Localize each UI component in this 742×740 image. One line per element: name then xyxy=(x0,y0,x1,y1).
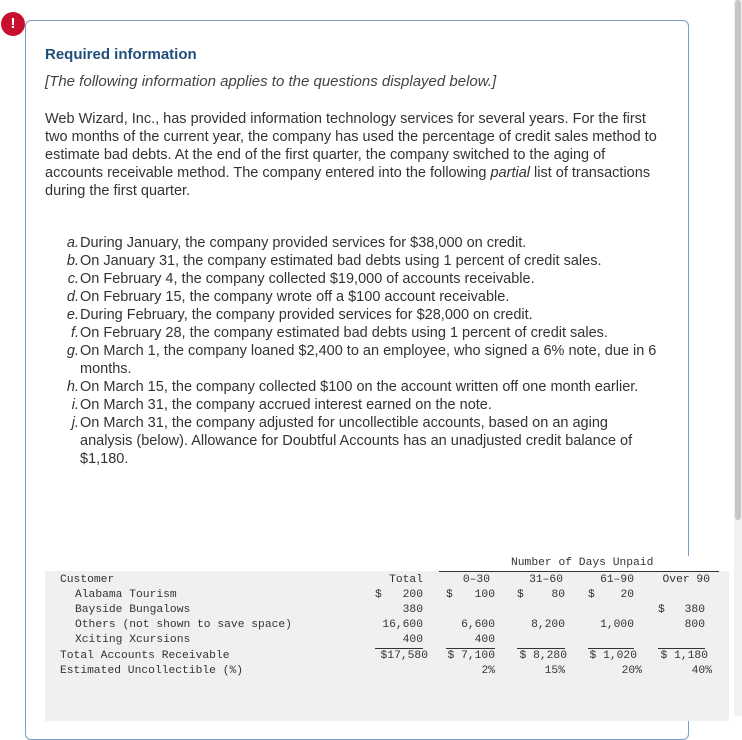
scrollbar[interactable] xyxy=(734,0,742,716)
transaction-text: On March 15, the company collected $100 on the account written off one month earlier. xyxy=(80,379,639,395)
col-0-30: 0–30 xyxy=(462,574,490,586)
cell-0-30: 100 xyxy=(474,589,495,601)
total-rule xyxy=(446,648,495,649)
cell-total: 16,600 xyxy=(382,619,423,631)
estimate-31-60: 15% xyxy=(544,665,565,677)
transaction-label: i. xyxy=(71,397,79,413)
estimates-label: Estimated Uncollectible (%) xyxy=(60,665,244,677)
total-rule xyxy=(375,648,423,649)
transaction-item xyxy=(62,252,662,270)
row-name: Others (not shown to save space) xyxy=(75,619,292,631)
cell-31-60: 80 xyxy=(551,589,565,601)
cell-0-30: 6,600 xyxy=(461,619,495,631)
transaction-label: e. xyxy=(66,307,79,323)
dollar-sign: $ xyxy=(517,589,524,601)
alert-icon: ! xyxy=(1,12,25,36)
row-name: Bayside Bungalows xyxy=(75,604,191,616)
col-customer: Customer xyxy=(60,574,115,586)
transaction-text: On February 15, the company wrote off a $100 account receivable. xyxy=(80,289,510,305)
row-name: Alabama Tourism xyxy=(75,589,177,601)
transaction-item xyxy=(62,288,662,306)
estimate-61-90: 20% xyxy=(621,665,642,677)
intro-paragraph xyxy=(45,110,660,200)
cell-61-90: 20 xyxy=(620,589,634,601)
section-title: Required information xyxy=(45,46,197,63)
transaction-label: g. xyxy=(66,343,79,359)
cell-total: 380 xyxy=(402,604,423,616)
transaction-label: h. xyxy=(66,379,79,395)
transaction-text: During January, the company provided services for $38,000 on credit. xyxy=(80,235,527,251)
days-unpaid-header: Number of Days Unpaid xyxy=(511,557,654,569)
transaction-item xyxy=(62,378,662,396)
total-31-60: $ 8,280 xyxy=(519,650,567,662)
transaction-item xyxy=(62,324,662,342)
section-subtitle: [The following information applies to the questions displayed below.] xyxy=(45,73,497,90)
transaction-text: On March 31, the company adjusted for uncollectible accounts, based on an aging analysis (below). Allowance for Doubtful Accounts has an unadjusted credit balance of $1,180. xyxy=(80,415,633,467)
cell-total: 400 xyxy=(402,634,423,646)
group-header-rule xyxy=(439,571,719,572)
transaction-label: a. xyxy=(66,235,79,251)
transaction-label: c. xyxy=(67,271,79,287)
dollar-sign: $ xyxy=(446,589,453,601)
transaction-text: On March 31, the company accrued interest earned on the note. xyxy=(80,397,492,413)
total-total: $17,580 xyxy=(380,650,428,662)
cell-over-90: 380 xyxy=(684,604,705,616)
transaction-item xyxy=(62,234,662,252)
transaction-item xyxy=(62,396,662,414)
cell-total: 200 xyxy=(402,589,423,601)
transaction-label: b. xyxy=(66,253,79,269)
transaction-label: j. xyxy=(71,415,79,431)
transaction-text: On January 31, the company estimated bad debts using 1 percent of credit sales. xyxy=(80,253,602,269)
aging-table xyxy=(45,556,729,716)
total-rule xyxy=(658,648,705,649)
transaction-list xyxy=(62,234,662,468)
total-61-90: $ 1,020 xyxy=(589,650,637,662)
transaction-label: d. xyxy=(66,289,79,305)
intro-emphasis: partial xyxy=(490,165,530,181)
cell-0-30: 400 xyxy=(474,634,495,646)
total-0-30: $ 7,100 xyxy=(447,650,495,662)
transaction-item xyxy=(62,270,662,288)
transaction-item xyxy=(62,414,662,468)
total-over-90: $ 1,180 xyxy=(660,650,708,662)
scrollbar-thumb[interactable] xyxy=(735,0,741,520)
dollar-sign: $ xyxy=(658,604,665,616)
dollar-sign: $ xyxy=(588,589,595,601)
estimate-0-30: 2% xyxy=(481,665,495,677)
intro-part2: list of transactions during the first quarter. xyxy=(45,165,651,199)
transaction-text: During February, the company provided services for $28,000 on credit. xyxy=(80,307,533,323)
cell-31-60: 8,200 xyxy=(531,619,565,631)
transaction-text: On February 4, the company collected $19,000 of accounts receivable. xyxy=(80,271,535,287)
totals-label: Total Accounts Receivable xyxy=(60,650,230,662)
row-name: Xciting Xcursions xyxy=(75,634,191,646)
transaction-item xyxy=(62,342,662,378)
transaction-text: On February 28, the company estimated bad debts using 1 percent of credit sales. xyxy=(80,325,608,341)
total-rule xyxy=(588,648,634,649)
col-61-90: 61–90 xyxy=(600,574,634,586)
col-total: Total xyxy=(389,574,423,586)
estimate-over-90: 40% xyxy=(691,665,712,677)
dollar-sign: $ xyxy=(375,589,382,601)
total-rule xyxy=(517,648,565,649)
cell-over-90: 800 xyxy=(684,619,705,631)
transaction-label: f. xyxy=(70,325,79,341)
intro-part1: Web Wizard, Inc., has provided information technology services for several years. For the first two months of the current year, the company has used the percentage of credit sales method to estimate bad debts. At the end of the first quarter, the company switched to the aging of accounts receivable method. The company entered into the following xyxy=(45,111,657,181)
col-over-90: Over 90 xyxy=(662,574,710,586)
cell-61-90: 1,000 xyxy=(600,619,634,631)
transaction-item xyxy=(62,306,662,324)
transaction-text: On March 1, the company loaned $2,400 to an employee, who signed a 6% note, due in 6 months. xyxy=(80,343,657,377)
col-31-60: 31–60 xyxy=(529,574,563,586)
